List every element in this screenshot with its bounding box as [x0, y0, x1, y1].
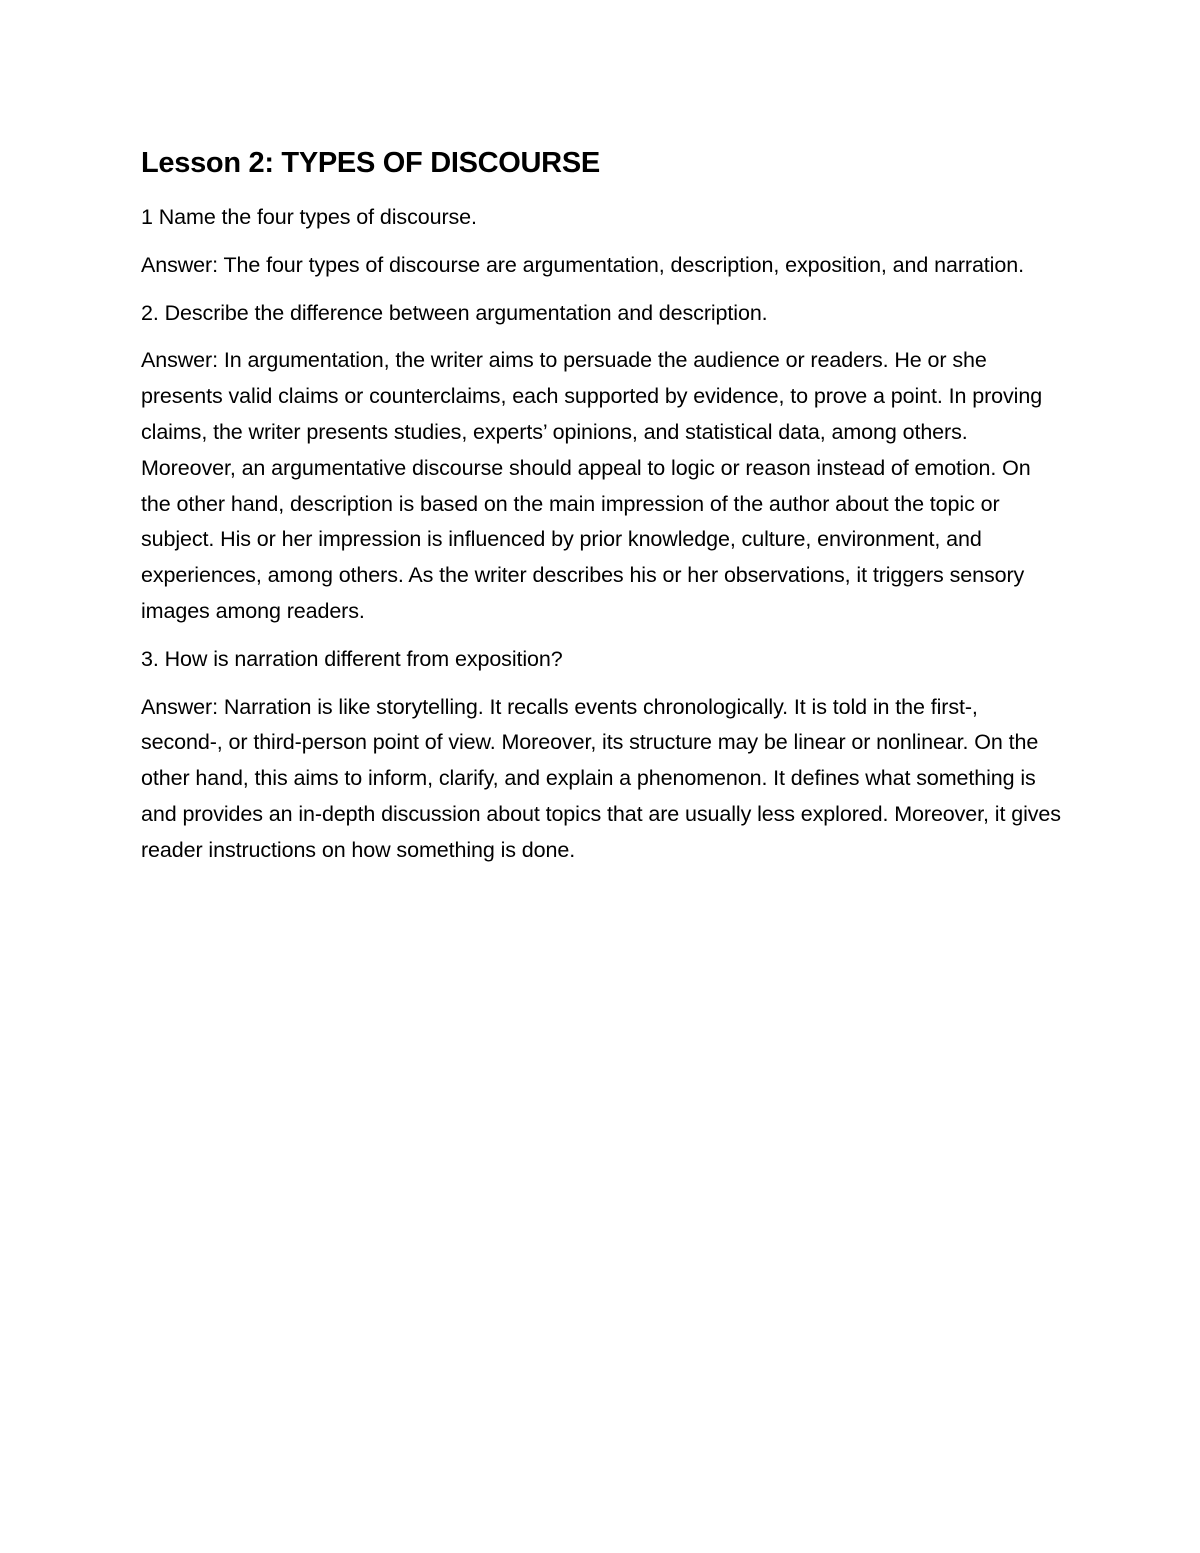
answer-2: Answer: In argumentation, the writer aims to persuade the audience or readers. He or she presents valid claims or counterclaims, each supported by evidence, to prove a point. In proving claims, the writer presents studies, experts’ opinions, and statistical data, among others. Moreover, an argumentative discourse should appeal to logic or reason instead of emotion. On the other hand, description is based on the main impression of the author about the topic or subject. His or her impression is influenced by prior knowledge, culture, environment, and experiences, among others. As the writer describes his or her observations, it triggers sensory images among readers. [141, 348, 1043, 623]
answer-1: Answer: The four types of discourse are argumentation, description, exposition, and narration. [141, 252, 1024, 277]
question-1: 1 Name the four types of discourse. [141, 205, 477, 229]
page-title: Lesson 2: TYPES OF DISCOURSE [141, 147, 600, 179]
question-2: 2. Describe the difference between argumentation and description. [141, 300, 768, 325]
question-3: 3. How is narration different from exposition? [141, 646, 563, 671]
document-body [141, 140, 1061, 881]
answer-3: Answer: Narration is like storytelling. It recalls events chronologically. It is told in the first-, second-, or third-person point of view. Moreover, its structure may be linear or nonlinear. On the other hand, this aims to inform, clarify, and explain a phenomenon. It defines what something is and provides an in-depth discussion about topics that are usually less explored. Moreover, it gives reader instructions on how something is done. [141, 694, 1061, 862]
